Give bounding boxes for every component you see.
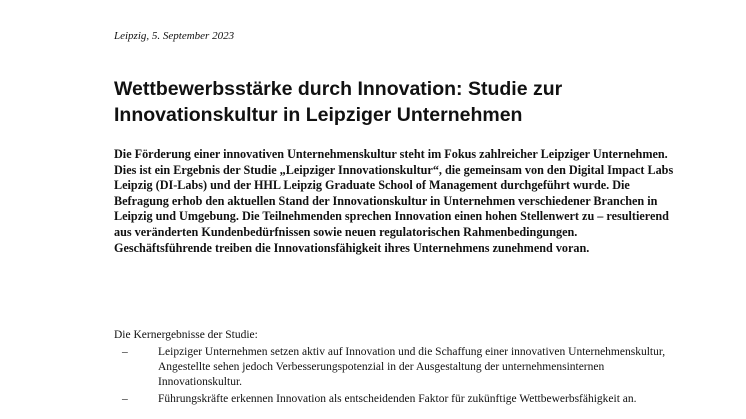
list-item [114,392,674,407]
findings-intro: Die Kernergebnisse der Studie: [114,329,258,341]
finding-text: Leipziger Unternehmen setzen aktiv auf Innovation und die Schaffung einer innovativen Unternehmenskultur, Angestellte sehen jedoch Verbesserungspotenzial in der Ausgestaltung der unternehmensinternen Innovationskultur. [158,346,666,388]
list-item [114,345,674,390]
bullet-dash: – [122,346,128,358]
finding-text: Führungskräfte erkennen Innovation als entscheidenden Faktor für zukünftige Wettbewerbsfähigkeit an. [158,393,637,405]
findings-list [114,345,674,409]
page-title: Wettbewerbsstärke durch Innovation: Studie zur Innovationskultur in Leipziger Unternehmen [114,78,563,126]
bullet-dash: – [122,393,128,405]
lead-paragraph: Die Förderung einer innovativen Unternehmenskultur steht im Fokus zahlreicher Leipziger Unternehmen. Dies ist ein Ergebnis der Studie „Leipziger Innovationskultur“, die gemeinsam von den Digital Impact Labs Leipzig (DI-Labs) und der HHL Leipzig Graduate School of Management durchgeführt wurde. Die Befragung erhob den aktuellen Stand der Innovationskultur in Unternehmen verschiedener Branchen in Leipzig und Umgebung. Die Teilnehmenden sprechen Innovation einen hohen Stellenwert zu – resultierend aus veränderten Kundenbedürfnissen sowie neuen regulatorischen Rahmenbedingungen. Geschäftsführende treiben die Innovationsfähigkeit ihres Unternehmens zunehmend voran. [114,147,674,255]
dateline: Leipzig, 5. September 2023 [114,30,235,42]
